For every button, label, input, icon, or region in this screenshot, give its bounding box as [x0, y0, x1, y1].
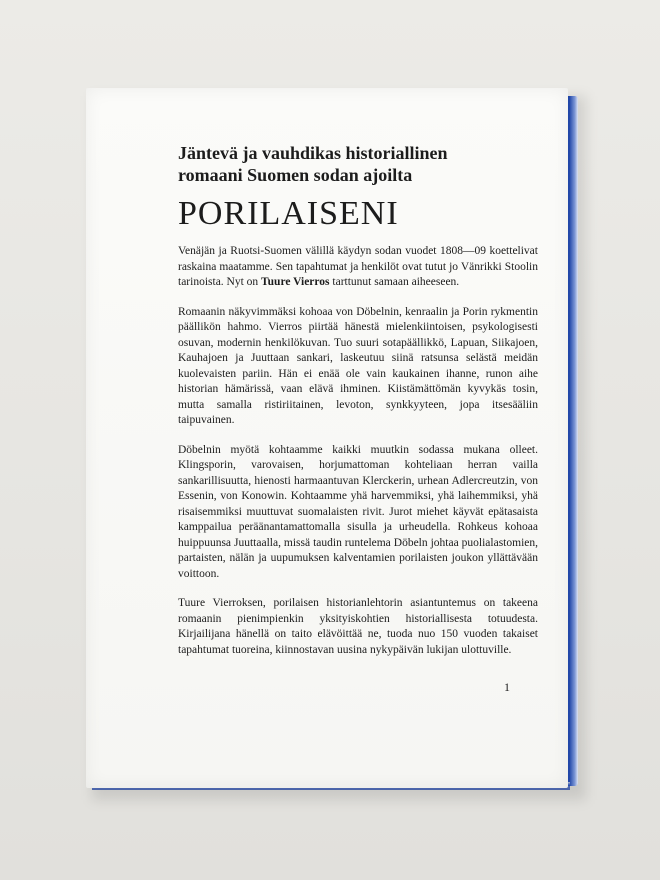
- book-title: PORILAISENI: [178, 195, 399, 232]
- paragraph-intro: [178, 244, 538, 291]
- paragraph-intro-after: tarttunut samaan aiheeseen.: [329, 276, 460, 288]
- tagline-line-2: romaani Suomen sodan ajoilta: [178, 165, 413, 185]
- paragraph-intro-before: Venäjän ja Ruotsi-Suomen välillä käydyn sodan vuodet 1808—09 koettelivat raskaina maatamme. Sen tapahtumat ja henkilöt ovat tutut jo Vänrikki Stoolin tarinoista. Nyt on: [178, 245, 538, 288]
- paragraph-characters: Döbelnin myötä kohtaamme kaikki muutkin sodassa mukana olleet. Klingsporin, varovaisen, horjumattoman kohteliaan herran vailla sankarillisuutta, hienosti harmaantuvan Klerckerin, urhean Adlercreutzin, von Essenin, von Konowin. Kohtaamme yhä harvemmiksi, yhä laihemmiksi, yhä risaisemmiksi muuttuvat suomalaisten rivit. Jurot miehet käyvät epätasaista kamppailua peräänantamattomalla sisulla ja urheudella. Rohkeus kohoaa huippuunsa Juuttaalla, missä taudin runtelema Döbeln johtaa puolialastomien, partaisten, nälän ja uupumuksen kalventamien porilaisten joukon yllättävään voittoon.: [178, 443, 538, 580]
- tagline: [178, 142, 538, 186]
- author-name: Tuure Vierros: [261, 276, 330, 288]
- page-number: 1: [504, 680, 510, 694]
- tagline-line-1: Jäntevä ja vauhdikas historiallinen: [178, 143, 448, 163]
- paragraph-dobeln: Romaanin näkyvimmäksi kohoaa von Döbelnin, kenraalin ja Porin rykmentin päällikön hahmo. Vierros piirtää hänestä mielenkiintoisen, psykologisesti osuvan, modernin henkilökuvan. Tuo suuri sotapäällikkö, Lapuan, Siikajoen, Kauhajoen ja Juuttaan sankari, laskeutuu siinä ratsunsa selästä meidän kuolevaisten pariin. Hän ei enää ole vain kaukainen ihanne, runon aihe historian hämärissä, vaan elävä ihminen. Kiistämättömän kyvykäs tosin, mutta samalla ristiriitainen, levoton, synkkyyteen, jopa itsesääliin taipuvainen.: [178, 305, 538, 426]
- back-cover-text: [178, 142, 538, 658]
- paragraph-author: Tuure Vierroksen, porilaisen historianlehtorin asiantuntemus on takeena romaanin pienimpienkin yksityiskohtien historiallisesta totuudesta. Kirjailijana hänellä on taito elävöittää ne, tuoda nuo 150 vuoden takaiset tapahtumat tuoreina, kiinnostavan uusina nykypäivän lukijan ulottuville.: [178, 597, 538, 656]
